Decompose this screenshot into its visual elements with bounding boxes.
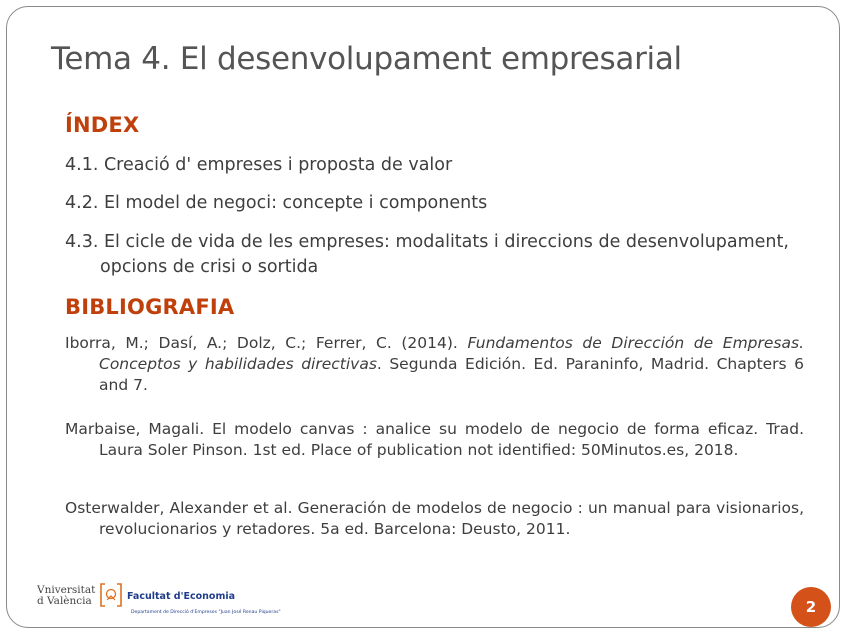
faculty-logo — [35, 580, 325, 622]
bibliography-entry: Marbaise, Magali. El modelo canvas : analice su modelo de negocio de forma eficaz. Trad. Laura Soler Pinson. 1st ed. Place of publication not identified: 50Minutos.es, 2018. — [65, 420, 804, 459]
bib-authors: Iborra, M.; Dasí, A.; Dolz, C.; Ferrer, C. (2014). — [65, 334, 458, 352]
slide — [6, 6, 840, 628]
index-item-4-2: 4.2. El model de negoci: concepte i components — [65, 193, 488, 213]
university-name-line1: Vniversitat — [37, 584, 96, 596]
slide-title: Tema 4. El desenvolupament empresarial — [51, 41, 682, 77]
index-item-4-1: 4.1. Creació d' empreses i proposta de valor — [65, 155, 453, 175]
university-logo-graphic — [35, 580, 325, 622]
faculty-name: Facultat d'Economia — [127, 591, 236, 602]
index-item-4-3: 4.3. El cicle de vida de les empreses: modalitats i direccions de desenvolupament, opcions de crisi o sortida — [65, 232, 789, 277]
university-name-line2: d València — [37, 595, 92, 607]
bib-title: Fundamentos de Dirección de Empresas. Conceptos y habilidades directivas — [99, 334, 804, 373]
bibliography-entry — [65, 333, 804, 396]
bibliography-heading: BIBLIOGRAFIA — [65, 295, 235, 319]
index-heading: ÍNDEX — [65, 113, 140, 137]
bib-details: . Segunda Edición. Ed. Paraninfo, Madrid. Chapters 6 and 7. — [99, 355, 804, 394]
page-number-badge: 2 — [791, 587, 831, 627]
bibliography-entry: Osterwalder, Alexander et al. Generación de modelos de negocio : un manual para visionarios, revolucionarios y retadores. 5a ed. Barcelona: Deusto, 2011. — [65, 499, 804, 538]
department-name: Departament de Direcció d'Empreses "Juan José Renau Piqueras" — [131, 610, 281, 615]
faculty-emblem-icon — [101, 584, 121, 606]
